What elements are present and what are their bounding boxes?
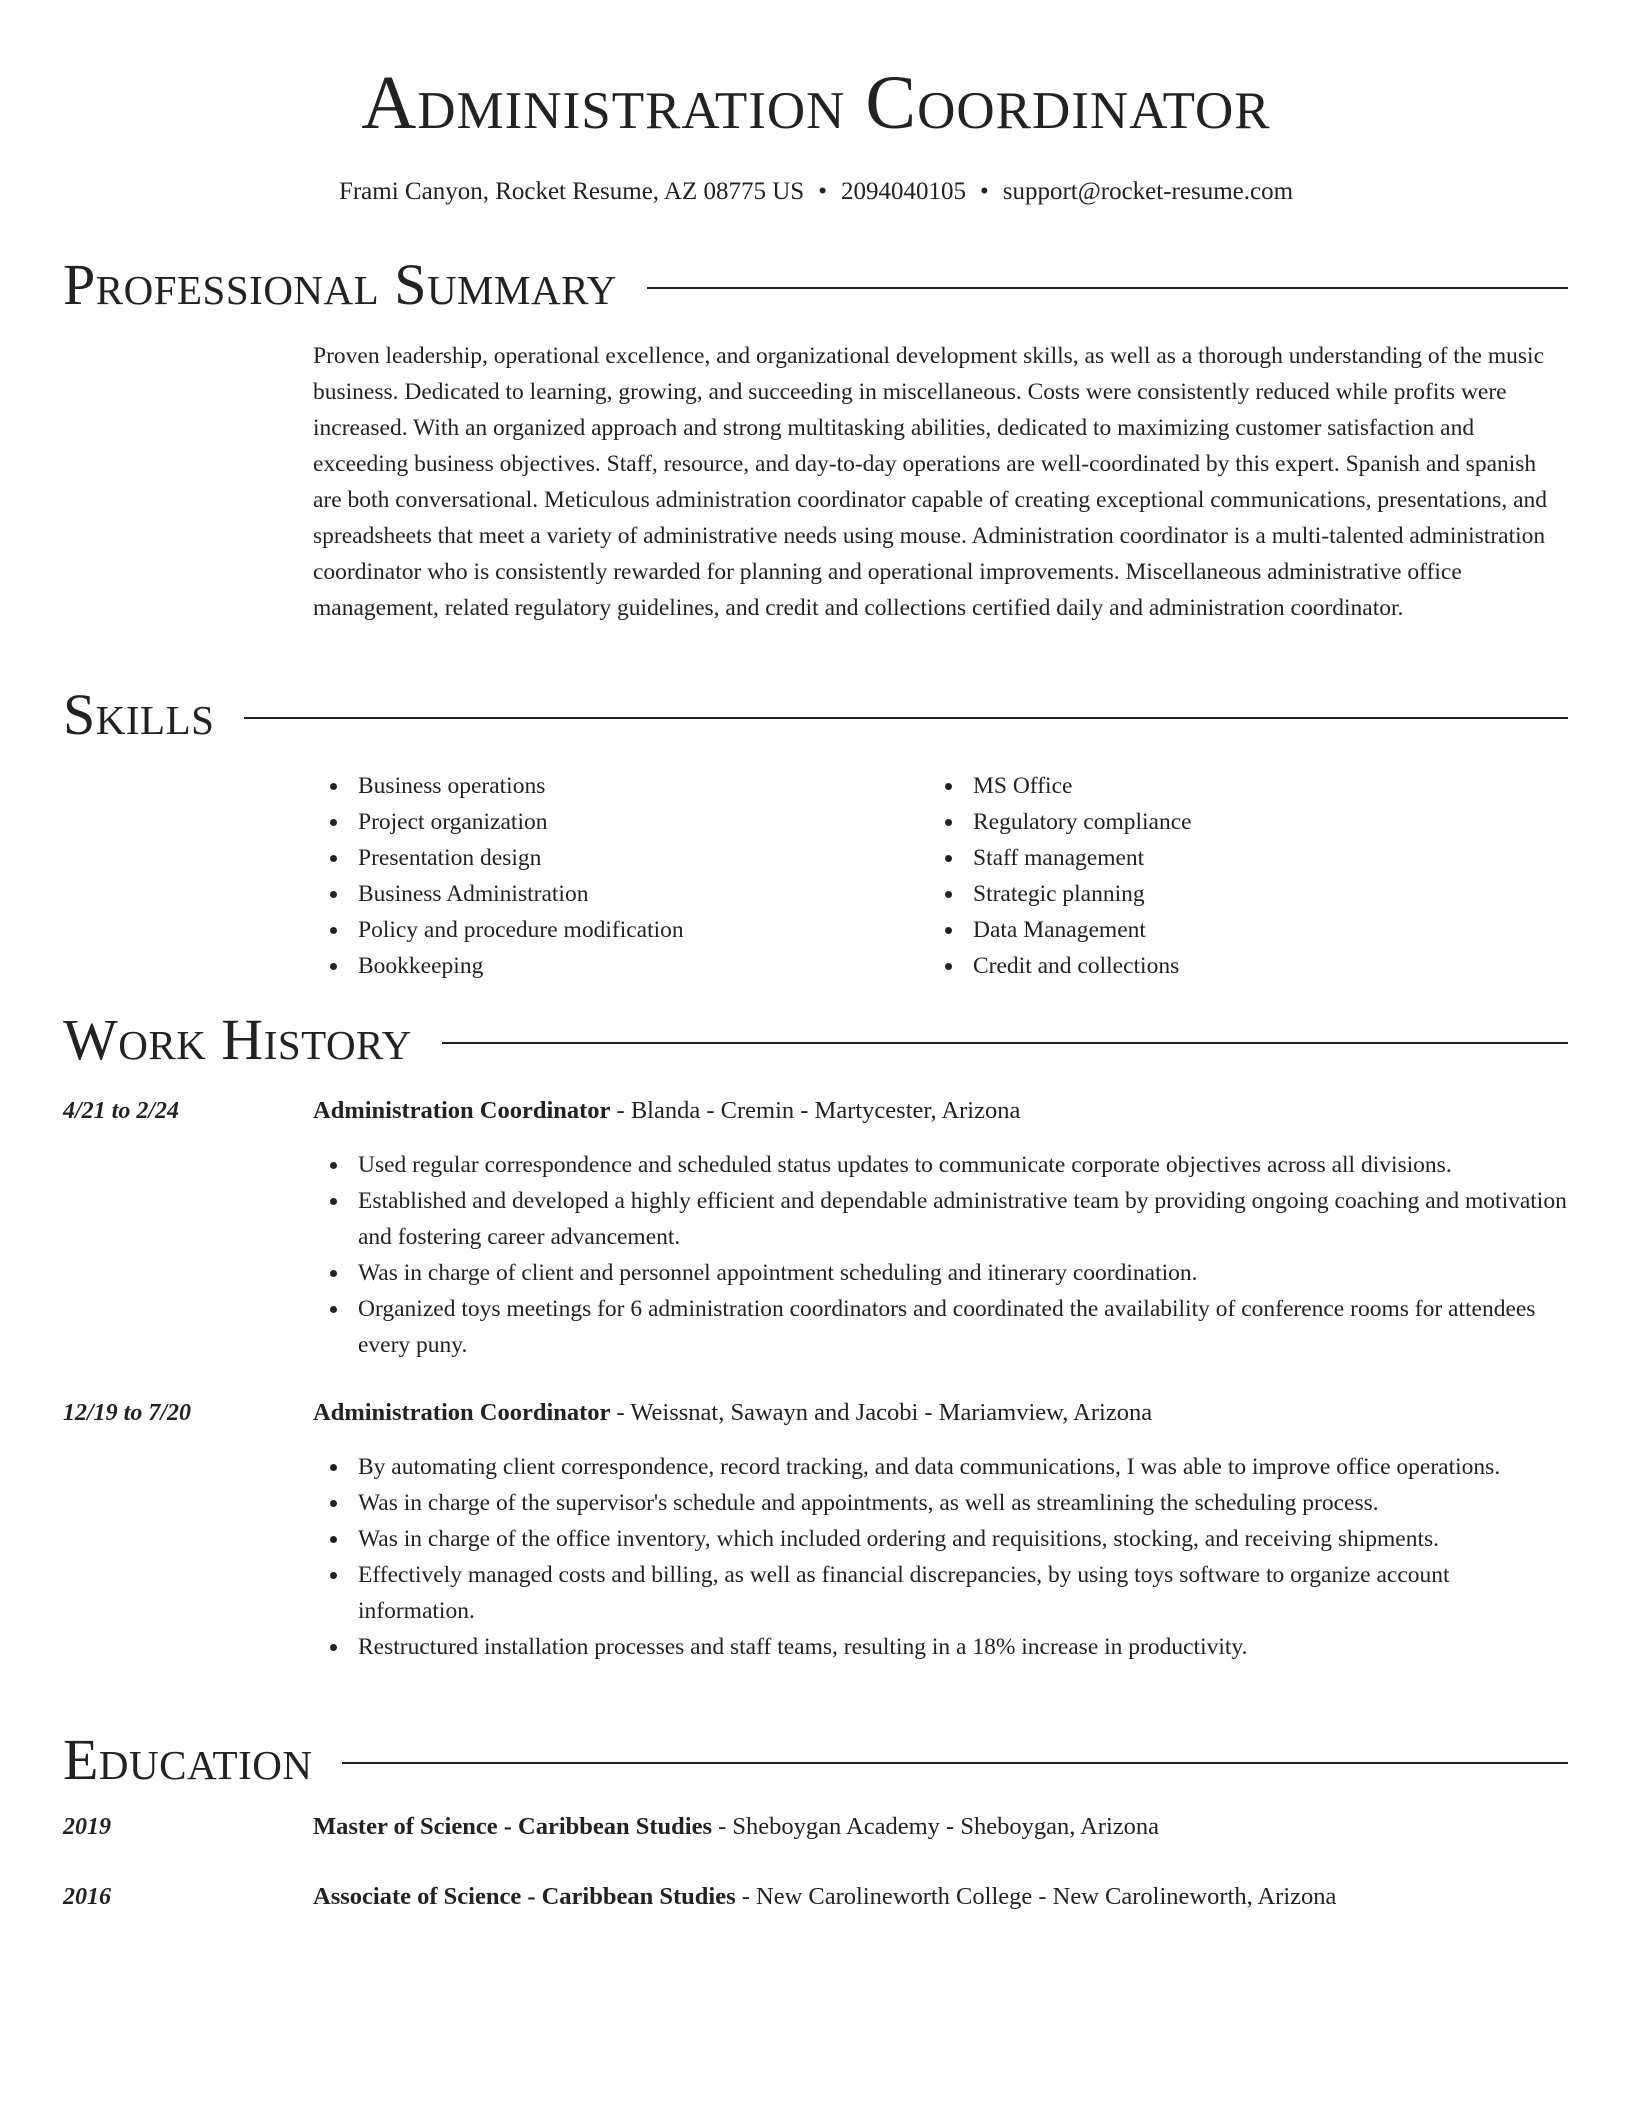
skills-section-title: Skills	[63, 682, 215, 747]
job-title: Administration Coordinator	[313, 1097, 611, 1124]
contact-phone: 2094040105	[840, 178, 966, 205]
job-bullet: Was in charge of the supervisor's schedule and appointments, as well as streamlining the scheduling process.	[313, 1485, 1568, 1521]
job-employer: - Blanda - Cremin - Martycester, Arizona	[610, 1097, 1021, 1124]
skill-item: Credit and collections	[928, 948, 1543, 984]
job-dates: 12/19 to 7/20	[63, 1400, 192, 1426]
skill-item: Presentation design	[313, 840, 928, 876]
job-bullet: By automating client correspondence, record tracking, and data communications, I was able to improve office operations.	[313, 1449, 1568, 1485]
summary-section-title: Professional Summary	[63, 252, 617, 317]
skill-item: Business Administration	[313, 876, 928, 912]
job-title-line	[313, 1395, 1568, 1431]
skill-item: Regulatory compliance	[928, 804, 1543, 840]
skill-item: Staff management	[928, 840, 1543, 876]
skill-item: Policy and procedure modification	[313, 912, 928, 948]
education-year: 2016	[63, 1884, 111, 1910]
education-line	[313, 1809, 1568, 1845]
skill-item: MS Office	[928, 768, 1543, 804]
education-degree: Master of Science - Caribbean Studies	[313, 1813, 712, 1840]
skill-item: Data Management	[928, 912, 1543, 948]
skills-column-right	[928, 768, 1543, 984]
section-divider	[342, 1762, 1568, 1764]
education-year: 2019	[63, 1814, 111, 1840]
skills-list	[313, 768, 1568, 984]
skill-item: Project organization	[313, 804, 928, 840]
skills-column-left	[313, 768, 928, 984]
job-bullet: Used regular correspondence and scheduled status updates to communicate corporate objectives across all divisions.	[313, 1147, 1568, 1183]
section-divider	[244, 717, 1568, 719]
job-bullet: Was in charge of client and personnel appointment scheduling and itinerary coordination.	[313, 1255, 1568, 1291]
job-bullet: Was in charge of the office inventory, which included ordering and requisitions, stocking, and receiving shipments.	[313, 1521, 1568, 1557]
job-employer: - Weissnat, Sawayn and Jacobi - Mariamview, Arizona	[610, 1399, 1153, 1426]
work-section-header	[63, 1005, 1568, 1075]
skills-section-header	[63, 680, 1568, 750]
job-dates: 4/21 to 2/24	[63, 1098, 180, 1124]
contact-separator: •	[979, 178, 989, 205]
section-divider	[647, 287, 1568, 289]
job-title-line	[313, 1093, 1568, 1129]
contact-line	[0, 176, 1632, 208]
education-school: - Sheboygan Academy - Sheboygan, Arizona	[712, 1813, 1160, 1840]
job-bullet: Effectively managed costs and billing, as well as financial discrepancies, by using toys software to organize account information.	[313, 1557, 1568, 1629]
skill-item: Strategic planning	[928, 876, 1543, 912]
skill-item: Business operations	[313, 768, 928, 804]
work-section-title: Work History	[63, 1007, 412, 1072]
education-line	[313, 1879, 1568, 1915]
education-section-title: Education	[63, 1727, 313, 1792]
contact-separator: •	[818, 178, 827, 205]
job-bullet: Established and developed a highly efficient and dependable administrative team by providing ongoing coaching and motivation and fostering career advancement.	[313, 1183, 1568, 1255]
education-school: - New Carolineworth College - New Carolineworth, Arizona	[735, 1883, 1337, 1910]
resume-name: Administration Coordinator	[361, 61, 1271, 145]
section-divider	[442, 1042, 1568, 1044]
contact-email: support@rocket-resume.com	[1002, 178, 1294, 205]
skill-item: Bookkeeping	[313, 948, 928, 984]
contact-address: Frami Canyon, Rocket Resume, AZ 08775 US	[338, 178, 805, 205]
summary-section-header	[63, 250, 1568, 320]
job-bullet: Organized toys meetings for 6 administration coordinators and coordinated the availability of conference rooms for attendees every puny.	[313, 1291, 1568, 1363]
job-bullets	[313, 1147, 1568, 1363]
summary-text: Proven leadership, operational excellence, and organizational development skills, as well as a thorough understanding of the music business. Dedicated to learning, growing, and succeeding in miscellaneous. Costs were consistently reduced while profits were increased. With an organized approach and strong multitasking abilities, dedicated to maximizing customer satisfaction and exceeding business objectives. Staff, resource, and day-to-day operations are well-coordinated by this expert. Spanish and spanish are both conversational. Meticulous administration coordinator capable of creating exceptional communications, presentations, and spreadsheets that meet a variety of administrative needs using mouse. Administration coordinator is a multi-talented administration coordinator who is consistently rewarded for planning and operational improvements. Miscellaneous administrative office management, related regulatory guidelines, and credit and collections certified daily and administration coordinator.	[313, 343, 1548, 621]
job-bullets	[313, 1449, 1568, 1665]
job-title: Administration Coordinator	[313, 1399, 611, 1426]
job-bullet: Restructured installation processes and staff teams, resulting in a 18% increase in productivity.	[313, 1629, 1568, 1665]
education-degree: Associate of Science - Caribbean Studies	[313, 1883, 736, 1910]
education-section-header	[63, 1725, 1568, 1795]
